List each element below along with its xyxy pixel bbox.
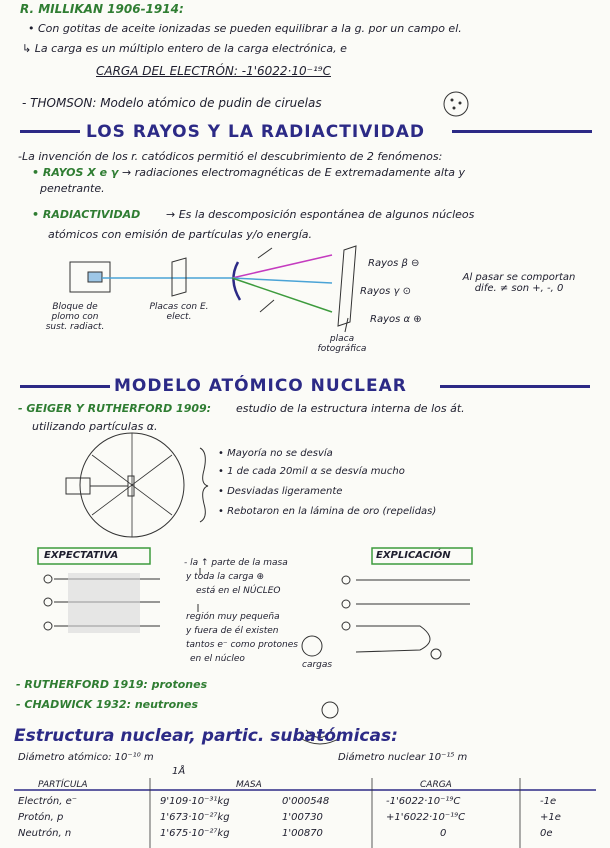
electron-charge: CARGA DEL ELECTRÓN: -1'6022·10⁻¹⁹C	[96, 64, 331, 78]
millikan-title: R. MILLIKAN 1906-1914:	[20, 2, 184, 16]
geiger-label: - GEIGER Y RUTHERFORD 1909:	[18, 402, 212, 415]
row-electron-name: Electrón, e⁻	[18, 796, 78, 807]
table-header-mass: MASA	[236, 780, 262, 790]
middle-text-4: región muy pequeña	[186, 612, 280, 622]
middle-text-2: y toda la carga ⊕	[186, 572, 264, 582]
ray-beta-label: Rayos β ⊖	[368, 258, 420, 269]
row-neutron-name: Neutrón, n	[18, 828, 72, 839]
angstrom-label: 1Å	[172, 766, 186, 777]
nuclear-diameter: Diámetro nuclear 10⁻¹⁵ m	[338, 752, 468, 763]
plum-pudding-sketch	[444, 92, 468, 116]
photo-plate-label: placa fotográfica	[317, 334, 367, 354]
section1-intro: -La invención de los r. catódicos permitió el descubrimiento de 2 fenómenos:	[18, 150, 443, 163]
ray-gamma-label: Rayos γ ⊙	[360, 286, 411, 297]
observation-4: • Rebotaron en la lámina de oro (repelidas)	[218, 506, 437, 517]
geiger-text-2: utilizando partículas α.	[32, 420, 158, 433]
row-electron-charge-e: -1e	[540, 796, 557, 807]
rays-behaviour-note: Al pasar se comportan dife. ≠ son +, -, 0	[462, 272, 576, 294]
section-radioactivity-title: LOS RAYOS Y LA RADIACTIVIDAD	[86, 122, 426, 142]
section-nuclear-model-title: MODELO ATÓMICO NUCLEAR	[114, 376, 407, 396]
thomson-line: - THOMSON: Modelo atómico de pudin de ciruelas	[22, 96, 322, 110]
row-proton-mass-u: 1'00730	[282, 812, 323, 823]
table-header-charge: CARGA	[420, 780, 452, 790]
millikan-line-1: • Con gotitas de aceite ionizadas se pueden equilibrar a la g. por un campo el.	[28, 22, 462, 35]
row-neutron-charge-e: 0e	[540, 828, 553, 839]
row-neutron-mass-u: 1'00870	[282, 828, 323, 839]
lead-block-label: Bloque de plomo con sust. radiact.	[45, 302, 105, 332]
middle-text-1: - la ↑ parte de la masa	[184, 558, 288, 568]
millikan-line-2: ↳ La carga es un múltiplo entero de la carga electrónica, e	[22, 42, 347, 55]
radioactivity-text: → Es la descomposición espontánea de algunos núcleos	[166, 208, 475, 221]
plates-label: Placas con E. elect.	[149, 302, 209, 322]
row-electron-mass-kg: 9'109·10⁻³¹kg	[160, 796, 230, 807]
explanation-sketch	[302, 548, 472, 738]
explanation-label: EXPLICACIÓN	[376, 550, 451, 561]
chadwick-line: - CHADWICK 1932: neutrones	[16, 698, 199, 711]
xray-text-2: penetrante.	[40, 182, 105, 195]
row-proton-charge: +1'6022·10⁻¹⁹C	[386, 812, 466, 823]
row-electron-mass-u: 0'000548	[282, 796, 330, 807]
xray-label: • RAYOS X e γ	[32, 166, 119, 179]
observation-3: • Desviadas ligeramente	[218, 486, 343, 497]
row-proton-charge-e: +1e	[540, 812, 561, 823]
radioactivity-apparatus	[70, 246, 356, 332]
radioactivity-label: • RADIACTIVIDAD	[32, 208, 141, 221]
atomic-diameter: Diámetro atómico: 10⁻¹⁰ m	[18, 752, 154, 763]
middle-text-6: tantos e⁻ como protones	[186, 640, 298, 650]
geiger-text: estudio de la estructura interna de los át.	[236, 402, 465, 415]
row-proton-name: Protón, p	[18, 812, 64, 823]
xray-text: → radiaciones electromagnéticas de E extremadamente alta y	[122, 166, 465, 179]
row-proton-mass-kg: 1'673·10⁻²⁷kg	[160, 812, 230, 823]
gold-foil-apparatus	[66, 433, 208, 537]
observation-1: • Mayoría no se desvía	[218, 448, 333, 459]
table-header-particle: PARTÍCULA	[38, 780, 88, 790]
expectation-label: EXPECTATIVA	[44, 550, 119, 561]
charges-label: cargas	[302, 660, 333, 670]
middle-text-5: y fuera de él existen	[186, 626, 279, 636]
radioactivity-text-2: atómicos con emisión de partículas y/o energía.	[48, 228, 312, 241]
middle-text-3: está en el NÚCLEO	[196, 586, 281, 596]
row-neutron-charge: 0	[440, 828, 447, 839]
middle-text-7: en el núcleo	[190, 654, 245, 664]
row-neutron-mass-kg: 1'675·10⁻²⁷kg	[160, 828, 230, 839]
ray-alpha-label: Rayos α ⊕	[370, 314, 422, 325]
rutherford-line: - RUTHERFORD 1919: protones	[16, 678, 208, 691]
section-subatomic-title: Estructura nuclear, partic. subatómicas:	[14, 726, 398, 746]
row-electron-charge: -1'6022·10⁻¹⁹C	[386, 796, 461, 807]
observation-2: • 1 de cada 20mil α se desvía mucho	[218, 466, 405, 477]
